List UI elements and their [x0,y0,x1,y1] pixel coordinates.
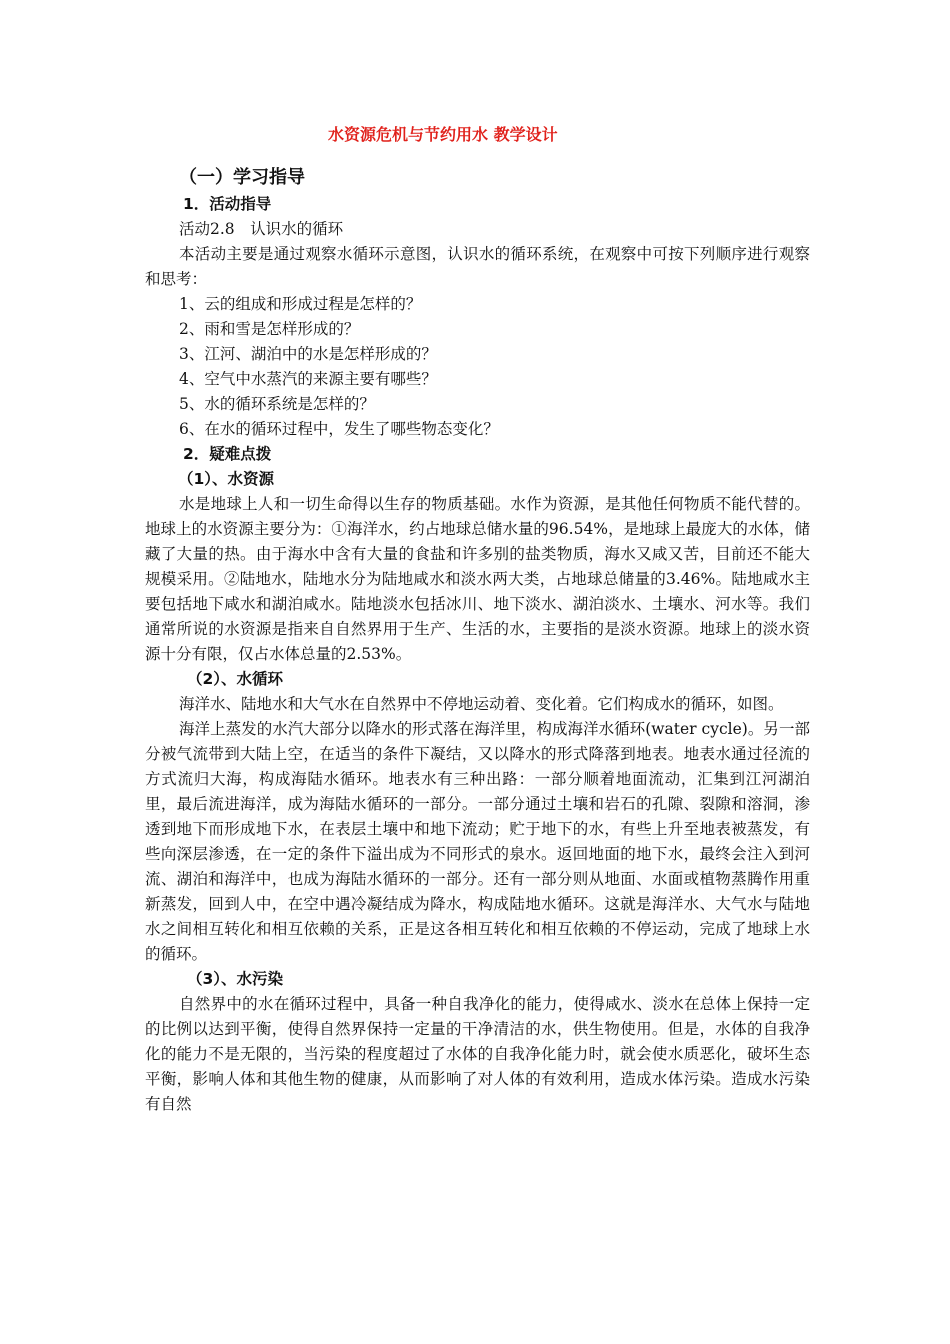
subsection-heading-difficult-points: 2．疑难点拨 [183,445,272,463]
paragraph-water-cycle-detail: 海洋上蒸发的水汽大部分以降水的形式落在海洋里，构成海洋水循环(water cycle)。另一部分被气流带到大陆上空，在适当的条件下凝结，又以降水的形式降落到地表。地表水通过径流的方式流归大海，构成海陆水循环。地表水有三种出路：一部分顺着地面流动，汇集到江河湖泊里，最后流进海洋，成为海陆水循环的一部分。一部分通过土壤和岩石的孔隙、裂隙和溶洞，渗透到地下而形成地下水，在表层土壤中和地下流动；贮于地下的水，有些上升至地表被蒸发，有些向深层渗透，在一定的条件下溢出成为不同形式的泉水。返回地面的地下水，最终会注入到河流、湖泊和海洋中，也成为海陆水循环的一部分。还有一部分则从地面、水面或植物蒸腾作用重新蒸发，回到人中，在空中遇冷凝结成为降水，构成陆地水循环。这就是海洋水、大气水与陆地水之间相互转化和相互依赖的关系，正是这各相互转化和相互依赖的不停运动，完成了地球上水的循环。 [145,720,810,963]
paragraph-water-resource: 水是地球上人和一切生命得以生存的物质基础。水作为资源，是其他任何物质不能代替的。地球上的水资源主要分为：①海洋水，约占地球总储水量的96.54%，是地球上最庞大的水体，储藏了大量的热。由于海水中含有大量的食盐和许多别的盐类物质，海水又咸又苦，目前还不能大规模采用。②陆地水，陆地水分为陆地咸水和淡水两大类，占地球总储量的3.46%。陆地咸水主要包括地下咸水和湖泊咸水。陆地淡水包括冰川、地下淡水、湖泊淡水、土壤水、河水等。我们通常所说的水资源是指来自自然界用于生产、生活的水，主要指的是淡水资源。地球上的淡水资源十分有限，仅占水体总量的2.53%。 [145,495,810,663]
activity-label: 活动2.8 认识水的循环 [179,220,344,238]
question-item: 5、水的循环系统是怎样的？ [179,395,375,413]
question-item: 2、雨和雪是怎样形成的？ [179,320,360,338]
paragraph-water-cycle-intro: 海洋水、陆地水和大气水在自然界中不停地运动着、变化着。它们构成水的循环，如图。 [179,695,784,713]
question-item: 1、云的组成和形成过程是怎样的？ [179,295,422,313]
heading-water-resource: （1）、水资源 [178,470,275,488]
question-item: 6、在水的循环过程中，发生了哪些物态变化？ [179,420,499,438]
activity-intro: 本活动主要是通过观察水循环示意图，认识水的循环系统，在观察中可按下列顺序进行观察和思考： [145,245,810,288]
question-item: 3、江河、湖泊中的水是怎样形成的？ [179,345,437,363]
heading-water-cycle: （2）、水循环 [187,670,284,688]
question-item: 4、空气中水蒸汽的来源主要有哪些？ [179,370,437,388]
section-heading-learning-guide: （一）学习指导 [179,167,305,188]
subsection-heading-activity-guide: 1．活动指导 [183,195,272,213]
heading-water-pollution: （3）、水污染 [187,970,284,988]
document-title: 水资源危机与节约用水 教学设计 [328,125,558,144]
paragraph-water-pollution: 自然界中的水在循环过程中，具备一种自我净化的能力，使得咸水、淡水在总体上保持一定的比例以达到平衡，使得自然界保持一定量的干净清洁的水，供生物使用。但是，水体的自我净化的能力不是无限的，当污染的程度超过了水体的自我净化能力时，就会使水质恶化，破坏生态平衡，影响人体和其他生物的健康，从而影响了对人体的有效利用，造成水体污染。造成水污染有自然 [145,995,810,1113]
